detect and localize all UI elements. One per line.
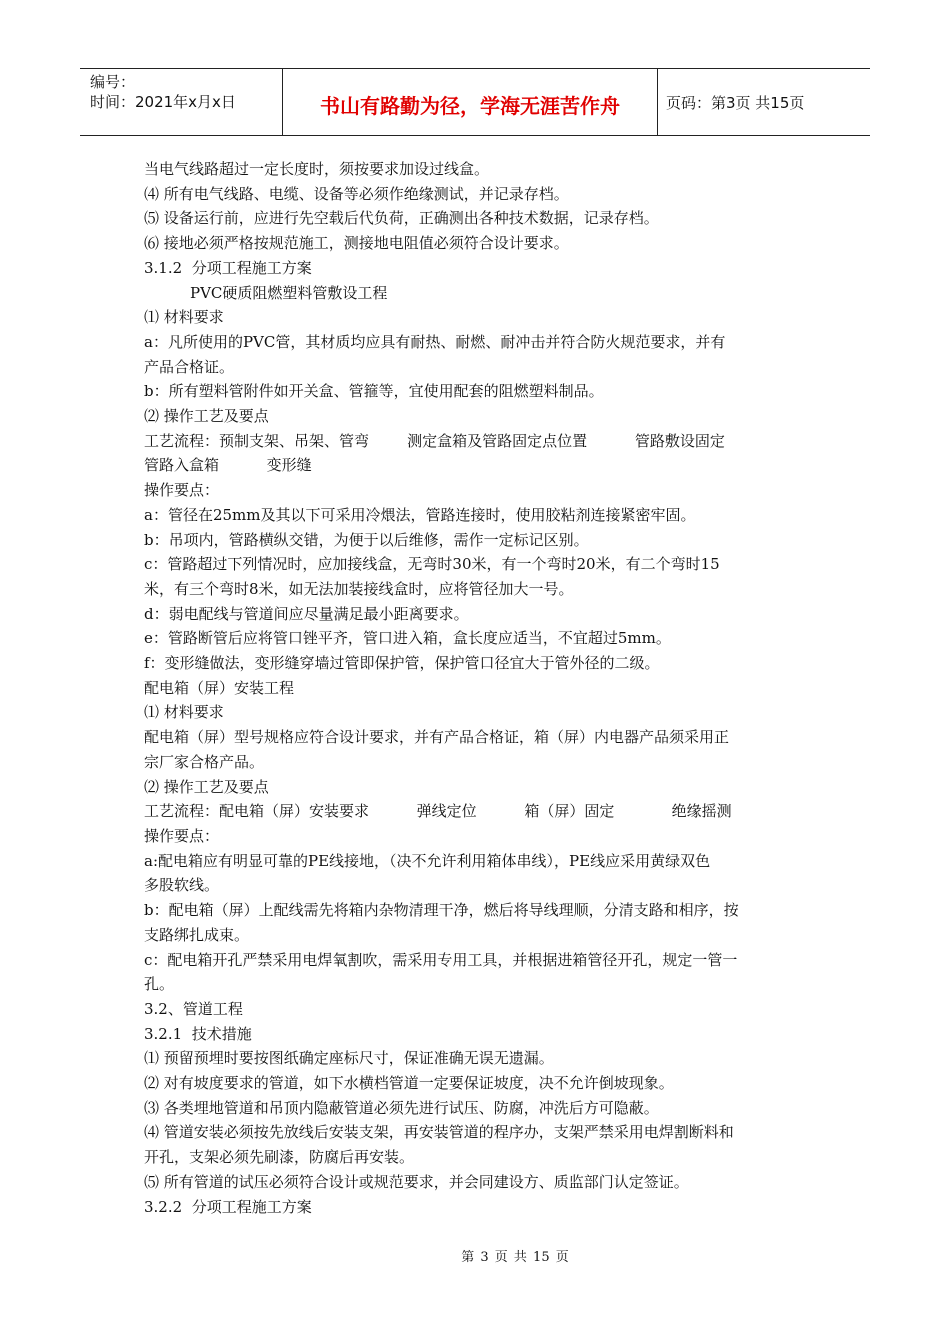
doc-time-label: 时间：2021年x月x日 (90, 93, 236, 111)
body-line: c：管路超过下列情况时，应加接线盒，无弯时30米，有一个弯时20米，有二个弯时15 (144, 555, 720, 574)
header-meta (80, 69, 283, 135)
page-footer: 第 3 页 共 15 页 (461, 1250, 569, 1265)
body-line: ⑴ 材料要求 (144, 308, 224, 327)
body-line: 操作要点： (144, 826, 220, 845)
header-motto: 书山有路勤为径，学海无涯苦作舟 (283, 69, 658, 135)
body-line: ⑷ 所有电气线路、电缆、设备等必须作绝缘测试，并记录存档。 (144, 184, 569, 203)
body-line: ⑸ 所有管道的试压必须符合设计或规范要求，并会同建设方、质监部门认定签证。 (144, 1172, 689, 1191)
body-line: 产品合格证。 (144, 357, 235, 376)
body-line: b：所有塑料管附件如开关盒、管箍等，宜使用配套的阻燃塑料制品。 (144, 382, 604, 401)
body-line: PVC硬质阻燃塑料管敷设工程 (190, 283, 388, 302)
body-line: 支路绑扎成束。 (144, 925, 250, 944)
body-line: ⑵ 操作工艺及要点 (144, 777, 269, 796)
header-page-number: 页码：第3页 共15页 (666, 93, 805, 112)
body-line: 3.1.2 分项工程施工方案 (144, 258, 312, 277)
body-line: a:配电箱应有明显可靠的PE线接地，（决不允许利用箱体串线），PE线应采用黄绿双色 (144, 851, 711, 870)
body-line: f：变形缝做法，变形缝穿墙过管即保护管，保护管口径宜大于管外径的二级。 (144, 654, 660, 673)
body-line: ⑸ 设备运行前，应进行先空载后代负荷，正确测出各种技术数据，记录存档。 (144, 209, 659, 228)
body-line: 当电气线路超过一定长度时，须按要求加设过线盒。 (144, 160, 490, 178)
body-line: 工艺流程：配电箱（屏）安装要求 弹线定位 箱（屏）固定 绝缘摇测 (144, 802, 732, 821)
body-line: a：管径在25mm及其以下可采用冷煨法，管路连接时，使用胶粘剂连接紧密牢固。 (144, 505, 696, 524)
body-line: 管路入盒箱 变形缝 (144, 456, 312, 475)
body-line: 配电箱（屏）型号规格应符合设计要求，并有产品合格证，箱（屏）内电器产品须采用正 (144, 728, 730, 747)
page-header (80, 68, 870, 136)
document-body (144, 157, 810, 1219)
body-line: 3.2、管道工程 (144, 999, 243, 1018)
body-line: a：凡所使用的PVC管，其材质均应具有耐热、耐燃、耐冲击并符合防火规范要求，并有 (144, 332, 726, 351)
body-line: ⑴ 预留预埋时要按图纸确定座标尺寸，保证准确无误无遗漏。 (144, 1049, 554, 1068)
body-line: 开孔，支架必须先刷漆，防腐后再安装。 (144, 1148, 415, 1167)
body-line: 配电箱（屏）安装工程 (144, 678, 295, 697)
body-line: ⑴ 材料要求 (144, 703, 224, 722)
body-line: b：吊项内，管路横纵交错，为便于以后维修，需作一定标记区别。 (144, 530, 589, 549)
doc-code-label: 编号： (90, 73, 136, 91)
body-line: ⑵ 对有坡度要求的管道，如下水横档管道一定要保证坡度，决不允许倒坡现象。 (144, 1074, 674, 1093)
body-line: e：管路断管后应将管口锉平齐，管口进入箱，盒长度应适当，不宜超过5mm。 (144, 629, 671, 648)
body-line: ⑹ 接地必须严格按规范施工，测接地电阻值必须符合设计要求。 (144, 234, 569, 253)
body-line: 孔。 (144, 975, 175, 994)
body-line: 多股软线。 (144, 876, 220, 895)
body-line: 工艺流程：预制支架、吊架、管弯 测定盒箱及管路固定点位置 管路敷设固定 (144, 431, 725, 450)
body-line: 米，有三个弯时8米，如无法加装接线盒时，应将管径加大一号。 (144, 579, 574, 598)
body-line: c：配电箱开孔严禁采用电焊氧割吹，需采用专用工具，并根据进箱管径开孔，规定一管一 (144, 950, 738, 969)
body-line: 宗厂家合格产品。 (144, 752, 265, 771)
body-line: 3.2.2 分项工程施工方案 (144, 1197, 312, 1216)
body-line: ⑵ 操作工艺及要点 (144, 407, 269, 426)
body-line: d：弱电配线与管道间应尽量满足最小距离要求。 (144, 604, 469, 623)
body-line: 3.2.1 技术措施 (144, 1024, 252, 1043)
body-line: ⑶ 各类埋地管道和吊顶内隐蔽管道必须先进行试压、防腐，冲洗后方可隐蔽。 (144, 1098, 659, 1117)
body-line: 操作要点： (144, 481, 220, 500)
body-line: ⑷ 管道安装必须按先放线后安装支架，再安装管道的程序办，支架严禁采用电焊割断料和 (144, 1123, 734, 1142)
body-line: b：配电箱（屏）上配线需先将箱内杂物清理干净，燃后将导线理顺，分清支路和相序，按 (144, 901, 739, 920)
